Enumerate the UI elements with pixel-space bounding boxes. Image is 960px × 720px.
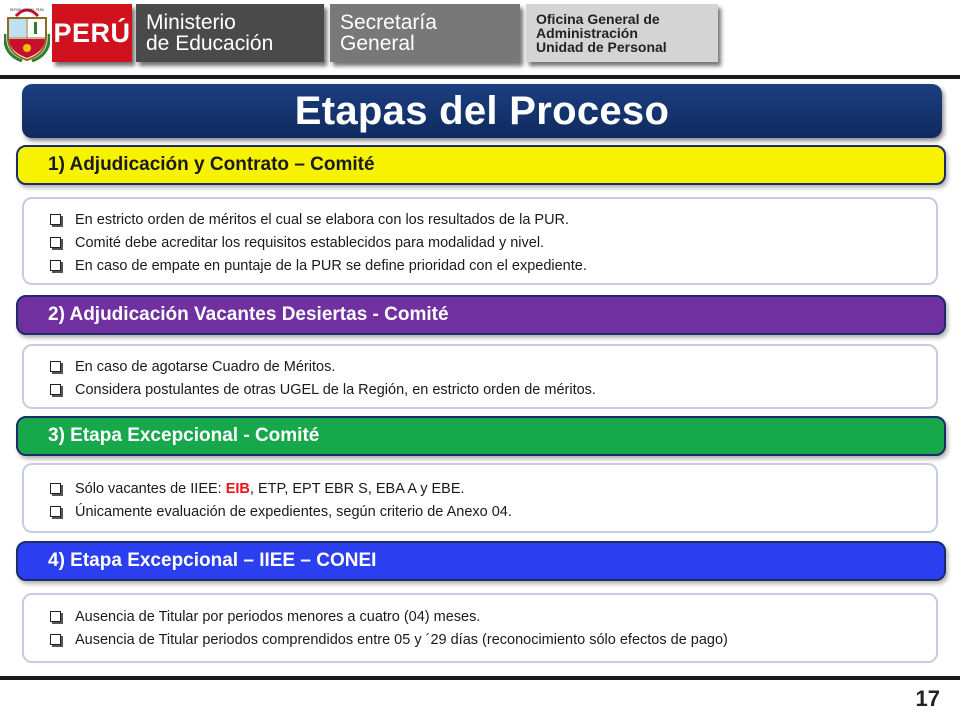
secretaria-line2: General (340, 32, 415, 55)
stage-3-heading-text: 3) Etapa Excepcional - Comité (48, 425, 320, 446)
list-item: Considera postulantes de otras UGEL de la Región, en estricto orden de méritos. (50, 378, 936, 401)
list-item: En caso de agotarse Cuadro de Méritos. (50, 355, 936, 378)
secretaria-box (330, 4, 520, 62)
page-number: 17 (915, 686, 940, 711)
checkbox-bullet-icon (50, 483, 61, 494)
stage-4-heading-text: 4) Etapa Excepcional – IIEE – CONEI (48, 550, 377, 571)
oficina-line3: Unidad de Personal (536, 39, 667, 55)
footer-divider (0, 676, 960, 680)
ministerio-line2: de Educación (146, 32, 274, 55)
eib-highlight: EIB (225, 480, 250, 497)
oficina-box (526, 4, 718, 62)
list-item: En caso de empate en puntaje de la PUR se define prioridad con el expediente. (50, 254, 936, 277)
stage-2-details (22, 344, 938, 409)
stage-4-details (22, 593, 938, 663)
list-item: Sólo vacantes de IIEE: EIB , ETP, EPT EBR S, EBA A y EBE. (50, 477, 936, 500)
list-item: Ausencia de Titular por periodos menores a cuatro (04) meses. (50, 605, 936, 628)
peru-coat-of-arms-icon (4, 4, 50, 62)
peru-label: PERÚ (53, 17, 131, 48)
checkbox-bullet-icon (50, 260, 61, 271)
peru-logo-box (52, 4, 132, 62)
stage-2-heading-text: 2) Adjudicación Vacantes Desiertas - Comité (48, 304, 449, 325)
checkbox-bullet-icon (50, 361, 61, 372)
checkbox-bullet-icon (50, 237, 61, 248)
shield-motto: REPÚBLICA DEL PERÚ (9, 8, 45, 12)
checkbox-bullet-icon (50, 611, 61, 622)
checkbox-bullet-icon (50, 384, 61, 395)
stage-1-details (22, 197, 938, 285)
stage-1-heading (16, 145, 946, 185)
list-item: Únicamente evaluación de expedientes, según criterio de Anexo 04. (50, 500, 936, 523)
stage-3-details (22, 463, 938, 533)
checkbox-bullet-icon (50, 506, 61, 517)
stage-1-heading-text: 1) Adjudicación y Contrato – Comité (48, 154, 375, 175)
ministerio-box (136, 4, 324, 62)
page-title: Etapas del Proceso (294, 88, 670, 133)
list-item: En estricto orden de méritos el cual se elabora con los resultados de la PUR. (50, 208, 936, 231)
stage-4-heading (16, 541, 946, 581)
oficina-line1: Oficina General de (536, 11, 660, 27)
header-banner (0, 0, 730, 70)
checkbox-bullet-icon (50, 214, 61, 225)
list-item: Comité debe acreditar los requisitos establecidos para modalidad y nivel. (50, 231, 936, 254)
secretaria-line1: Secretaría (340, 11, 437, 34)
ministerio-line1: Ministerio (146, 11, 236, 34)
title-bar (22, 84, 942, 138)
list-item: Ausencia de Titular periodos comprendidos entre 05 y ´29 días (reconocimiento sólo efectos de pago) (50, 628, 936, 651)
stage-3-heading (16, 416, 946, 456)
header-divider (0, 75, 960, 79)
stage-2-heading (16, 295, 946, 335)
oficina-line2: Administración (536, 25, 638, 41)
checkbox-bullet-icon (50, 634, 61, 645)
